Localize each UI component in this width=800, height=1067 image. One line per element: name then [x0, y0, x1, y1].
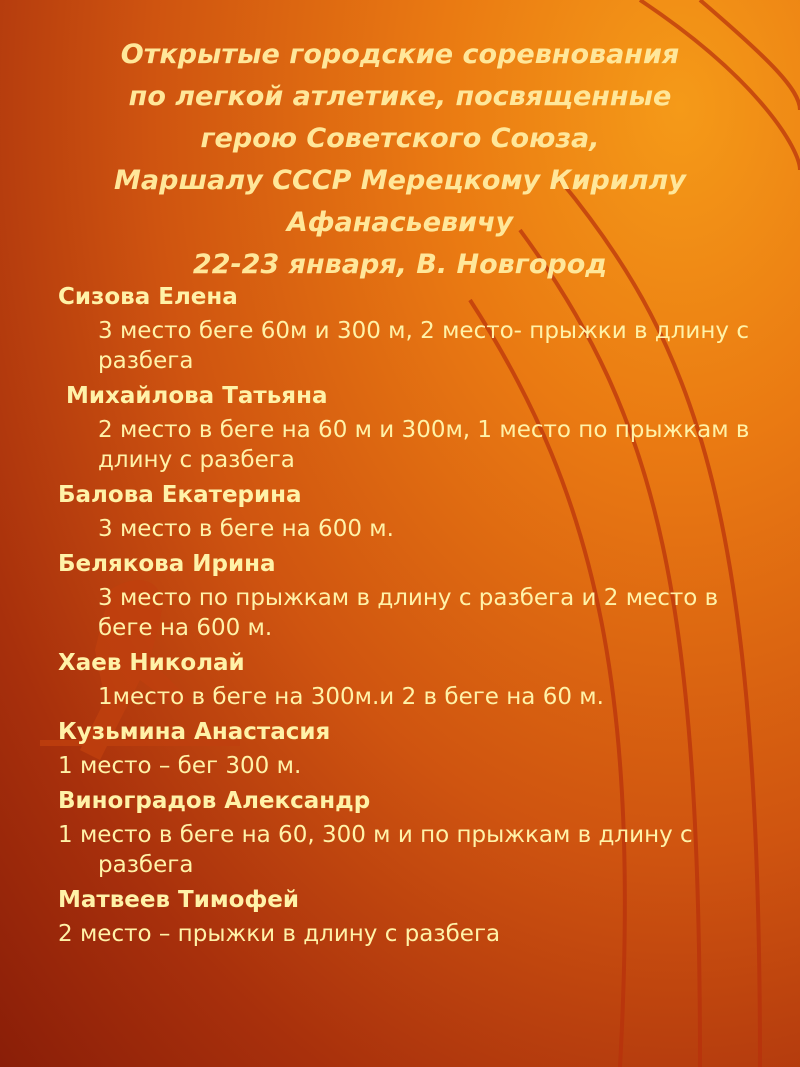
list-item — [58, 282, 778, 376]
athlete-name: Михайлова Татьяна — [58, 383, 328, 409]
athlete-result: 1место в беге на 300м.и 2 в беге на 60 м. — [98, 684, 604, 710]
list-item — [58, 786, 778, 880]
athlete-name: Виноградов Александр — [58, 788, 371, 814]
athlete-name: Сизова Елена — [58, 284, 238, 310]
slide-title — [40, 34, 760, 286]
results-list — [58, 282, 778, 954]
athlete-result: 2 место в беге на 60 м и 300м, 1 место по прыжкам в длину с разбега — [98, 417, 750, 473]
title-line: Открытые городские соревнования — [120, 39, 680, 70]
list-item — [58, 717, 778, 781]
athlete-result: 1 место в беге на 60, 300 м и по прыжкам в длину с разбега — [58, 822, 693, 878]
list-item — [58, 381, 778, 475]
athlete-result: 1 место – бег 300 м. — [58, 753, 302, 779]
list-item — [58, 885, 778, 949]
title-line: Афанасьевичу — [286, 207, 514, 238]
list-item — [58, 480, 778, 544]
athlete-name: Хаев Николай — [58, 650, 245, 676]
title-line: 22-23 января, В. Новгород — [192, 249, 608, 280]
athlete-result: 2 место – прыжки в длину с разбега — [58, 921, 501, 947]
athlete-result: 3 место беге 60м и 300 м, 2 место- прыжки в длину с разбега — [98, 318, 749, 374]
athlete-name: Кузьмина Анастасия — [58, 719, 331, 745]
athlete-result: 3 место в беге на 600 м. — [98, 516, 394, 542]
title-line: по легкой атлетике, посвященные — [128, 81, 672, 112]
athlete-name: Белякова Ирина — [58, 551, 276, 577]
list-item — [58, 648, 778, 712]
list-item — [58, 549, 778, 643]
athlete-name: Матвеев Тимофей — [58, 887, 299, 913]
athlete-result: 3 место по прыжкам в длину с разбега и 2 место в беге на 600 м. — [98, 585, 719, 641]
title-line: Маршалу СССР Мерецкому Кириллу — [114, 165, 686, 196]
athlete-name: Балова Екатерина — [58, 482, 302, 508]
title-line: герою Советского Союза, — [200, 123, 600, 154]
